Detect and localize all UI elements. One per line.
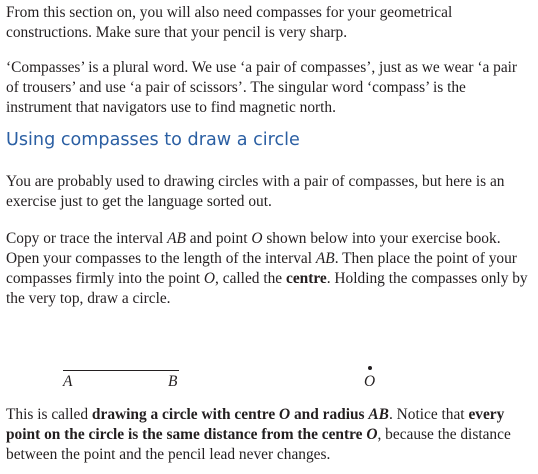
math-o: O bbox=[203, 270, 216, 287]
intro-paragraph-1: From this section on, you will also need compasses for your geometrical constructions. Make sure that your pencil is very sharp. bbox=[6, 4, 453, 41]
math-o: O bbox=[279, 406, 291, 423]
intro-paragraph-2: ‘Compasses’ is a plural word. We use ‘a pair of compasses’, just as we wear ‘a pair of trousers’ and use ‘a pair of scissors’. The singular word ‘compass’ is the instrument that navigators use to find magnetic north. bbox=[6, 59, 518, 116]
point-o-label: O bbox=[364, 373, 376, 390]
text-run: . Holding the compasses only by the very top, draw a circle. bbox=[6, 270, 528, 307]
math-ab: AB bbox=[368, 406, 389, 423]
text-run: , because the distance between the point and the pencil lead never changes. bbox=[6, 426, 511, 463]
point-a-label: A bbox=[63, 373, 73, 390]
point-b-label: B bbox=[168, 373, 178, 390]
math-o: O bbox=[366, 426, 378, 443]
text-run: shown below into your exercise book. Open your compasses to the length of the interval bbox=[6, 230, 501, 267]
term-bold: and radius bbox=[290, 406, 369, 423]
text-run: This is called bbox=[6, 406, 92, 423]
text-run: , called the bbox=[215, 270, 286, 287]
term-bold: drawing a circle with centre bbox=[91, 406, 279, 423]
text-run: and point bbox=[185, 230, 252, 247]
section-heading: Using compasses to draw a circle bbox=[6, 130, 300, 150]
section-paragraph-1: You are probably used to drawing circles with a pair of compasses, but here is an exercise just to get the language sorted out. bbox=[6, 173, 505, 210]
term-bold: every point on the circle is the same distance from the centre bbox=[6, 406, 505, 443]
section-paragraph-definition bbox=[6, 405, 530, 465]
interval-ab-line bbox=[63, 370, 179, 371]
text-run: . Notice that bbox=[388, 406, 469, 423]
text-run: . Then place the point of your compasses firmly into the point bbox=[6, 250, 517, 287]
math-ab: AB bbox=[315, 250, 335, 267]
section-paragraph-instructions bbox=[6, 229, 530, 309]
term-centre: centre bbox=[285, 270, 327, 287]
text-run: Copy or trace the interval bbox=[6, 230, 168, 247]
math-ab: AB bbox=[167, 230, 186, 247]
math-o: O bbox=[251, 230, 263, 247]
point-o-dot bbox=[368, 366, 372, 370]
